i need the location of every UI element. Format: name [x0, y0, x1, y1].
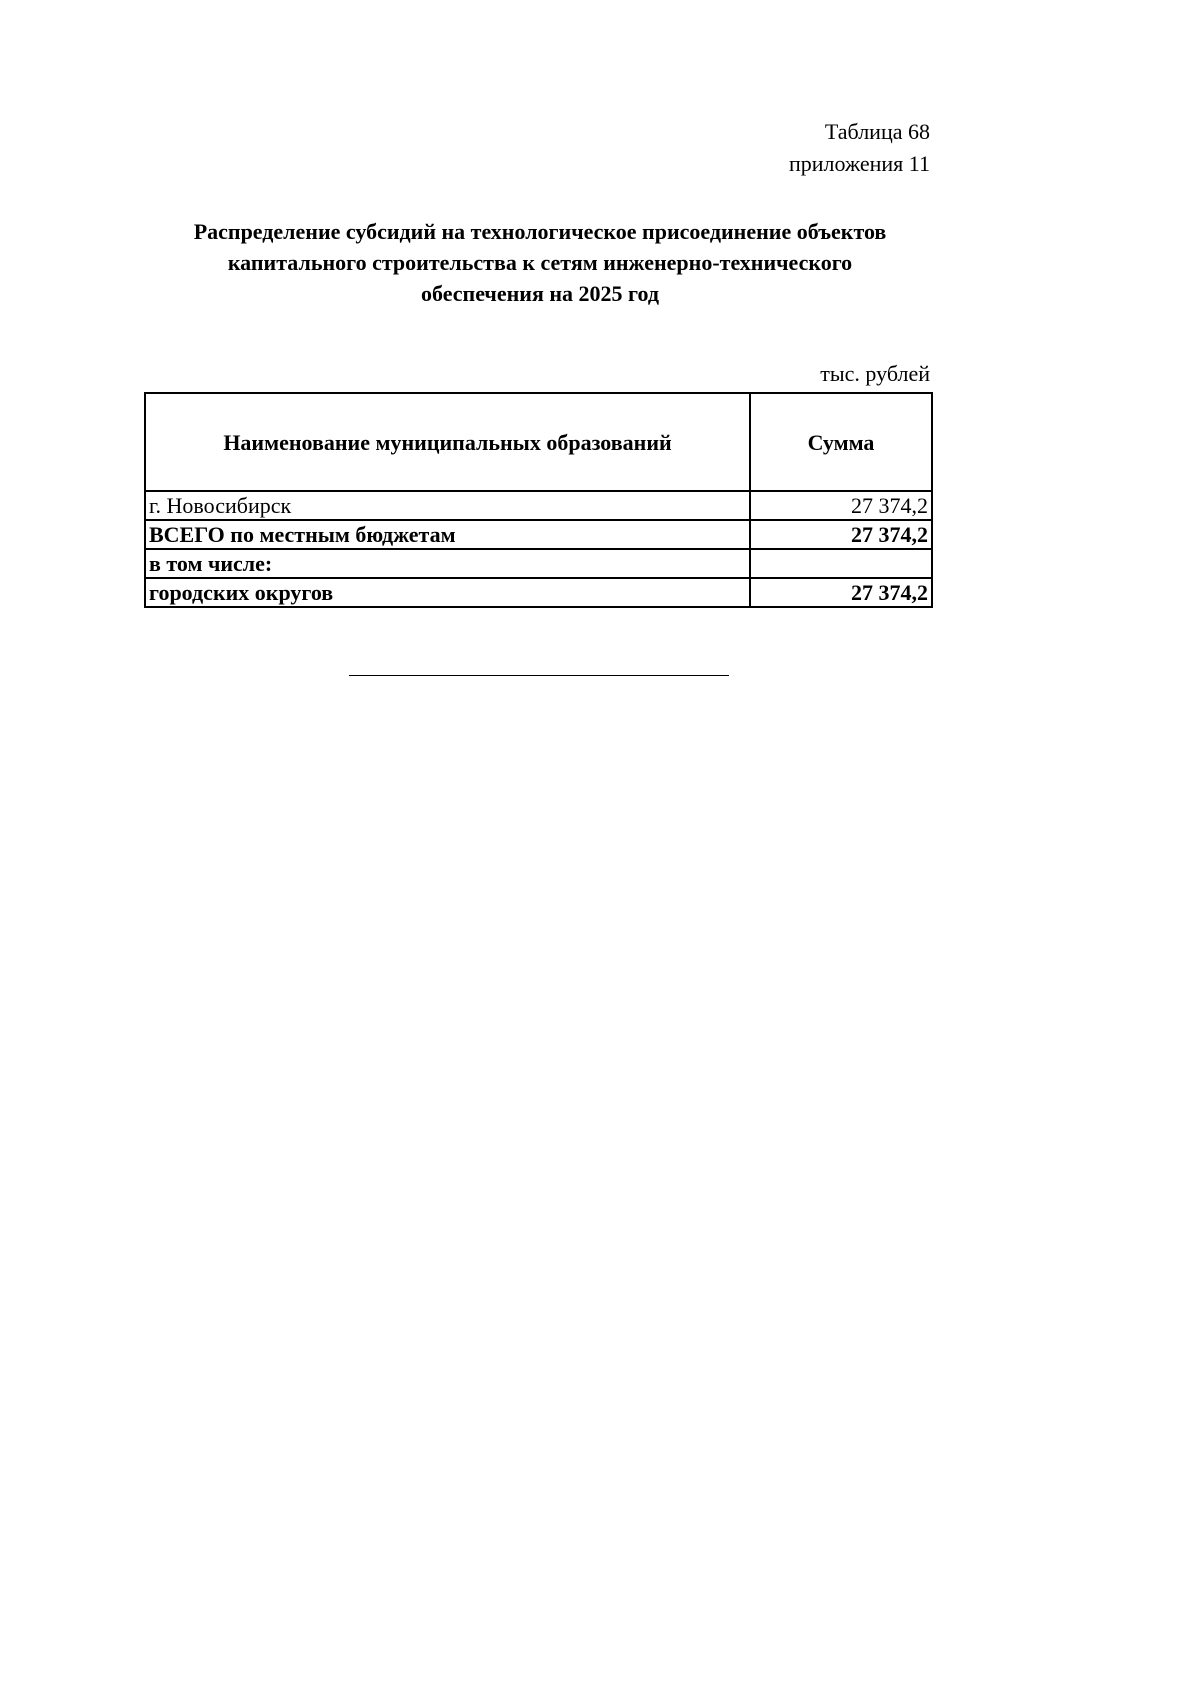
- units-label: тыс. рублей: [820, 361, 930, 386]
- row-sum: [750, 549, 932, 578]
- column-header-sum: Сумма: [750, 393, 932, 491]
- title-line-3: обеспечения на 2025 год: [421, 281, 659, 306]
- row-name: городских округов: [145, 578, 750, 607]
- appendix-number: приложения 11: [788, 151, 930, 176]
- table-header-row: [145, 393, 932, 491]
- table-row: [145, 491, 932, 520]
- column-header-name: Наименование муниципальных образований: [145, 393, 750, 491]
- document-title: [140, 216, 940, 309]
- subsidy-table: [144, 392, 933, 608]
- end-divider-line: [349, 675, 729, 676]
- table-row: [145, 549, 932, 578]
- table-row: [145, 520, 932, 549]
- title-line-1: Распределение субсидий на технологическое присоединение объектов: [193, 219, 887, 244]
- table-reference: [789, 116, 930, 180]
- row-sum: 27 374,2: [750, 491, 932, 520]
- row-sum: 27 374,2: [750, 578, 932, 607]
- table-number: Таблица 68: [824, 119, 930, 144]
- row-name: г. Новосибирск: [145, 491, 750, 520]
- row-name: в том числе:: [145, 549, 750, 578]
- table-row: [145, 578, 932, 607]
- title-line-2: капитального строительства к сетям инженерно-технического: [227, 250, 853, 275]
- row-name: ВСЕГО по местным бюджетам: [145, 520, 750, 549]
- row-sum: 27 374,2: [750, 520, 932, 549]
